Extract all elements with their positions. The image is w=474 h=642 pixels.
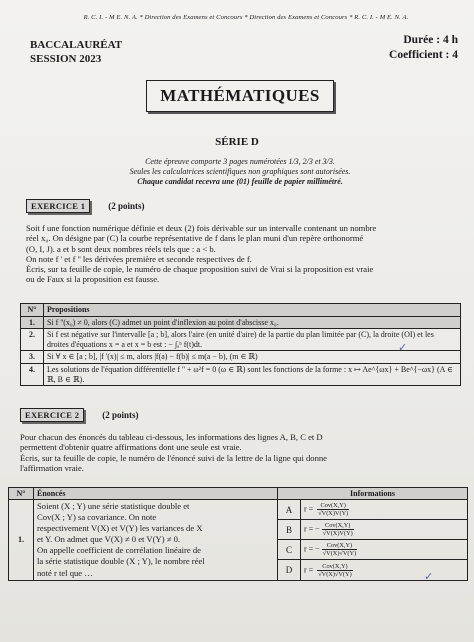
option-letter: B [278, 520, 301, 540]
fraction-numerator: Cov(X,Y) [317, 502, 349, 510]
exercice1-heading [26, 199, 145, 213]
table-row [21, 329, 461, 351]
enonce-line: et Y. On admet que V(X) ≠ 0 et V(Y) ≠ 0. [37, 534, 181, 545]
col-header-enonces: Énoncés [34, 488, 278, 500]
intro-line: ou de Faux si la proposition est fausse. [26, 274, 160, 285]
table-row [21, 316, 461, 329]
propositions-table [20, 303, 461, 386]
exam-name: BACCALAURÉAT [30, 39, 123, 51]
formula-fraction [322, 542, 358, 557]
intro-line: Écris, sur ta feuille de copie, le numéro de l'énoncé suivi de la lettre de la ligne qui donne [20, 452, 327, 463]
enonce-line: Cov(X ; Y) sa covariance. On note [37, 512, 157, 523]
col-header-num: N° [21, 304, 44, 317]
fraction-denominator: √V(X)V(Y) [322, 530, 353, 538]
col-header-propositions: Propositions [44, 304, 461, 317]
exercice1-label: EXERCICE 1 [26, 199, 90, 213]
ministry-header: R. C. I. - M E. N. A. * Direction des Examens et Concours * Direction des Examens et Concours * R. C. I. - M E. N. A. [83, 14, 409, 21]
enonce-line: On appelle coefficient de corrélation linéaire de [37, 545, 201, 556]
exam-meta [389, 33, 458, 63]
row-number: 2. [21, 329, 44, 351]
option-formula [301, 540, 468, 560]
option-formula [301, 520, 468, 540]
duration-label: Durée : 4 h [403, 34, 458, 46]
table-header-row [9, 488, 468, 500]
enonce-line: Soient (X ; Y) une série statistique double et [37, 501, 190, 511]
coefficient-label: Coefficient : 4 [389, 49, 458, 61]
exercice2-heading [20, 408, 139, 422]
option-formula [301, 560, 468, 580]
formula-prefix: r = [304, 564, 316, 574]
instruction-calculators: Seules les calculatrices scientifiques non graphiques sont autorisées. [129, 167, 351, 176]
row-number: 1. [21, 316, 44, 329]
formula-fraction [322, 522, 354, 537]
intro-line: permettent d'obtenir quatre affirmations dont une seule est vraie. [20, 442, 242, 453]
intro-line: (O, I, J). a et b sont deux nombres réels tels que : a < b. [26, 243, 216, 254]
proposition-text: Les solutions de l'équation différentielle f '' + ω²f = 0 (ω ∈ ℝ) sont les fonctions de la forme : x ↦ Ae^{ωx} + Be^{−ωx} (A ∈ ℝ, B ∈ ℝ). [44, 363, 461, 385]
fraction-denominator: √V(X)√V(Y) [318, 570, 352, 578]
option-letter: C [278, 540, 301, 560]
table-row [21, 351, 461, 364]
row-number: 3. [21, 351, 44, 364]
table-row [21, 363, 461, 385]
intro-line: réel x₀. On désigne par (C) la courbe représentative de f dans le plan muni d'un repère orthonormé [26, 233, 364, 244]
table-header-row [21, 304, 461, 317]
pen-check-mark: ✓ [424, 570, 434, 583]
pen-check-mark: ✓ [398, 341, 408, 354]
session-label: SESSION 2023 [30, 53, 102, 65]
option-formula [301, 500, 468, 520]
exam-info [30, 38, 122, 66]
intro-line: Pour chacun des énoncés du tableau ci-dessous, les informations des lignes A, B, C et D [20, 432, 323, 442]
instruction-pages: Cette épreuve comporte 3 pages numérotées 1/3, 2/3 et 3/3. [145, 157, 335, 166]
fraction-numerator: Cov(X,Y) [317, 563, 353, 571]
col-header-num: N° [9, 488, 34, 500]
exercice2-points: (2 points) [102, 410, 139, 420]
serie-label: SÉRIE D [215, 136, 259, 148]
intro-line: Soit f une fonction numérique définie et deux (2) fois dérivable sur un intervalle contenant un nombre [26, 223, 377, 233]
row-number: 1. [9, 500, 34, 581]
row-number: 4. [21, 363, 44, 385]
intro-line: On note f ' et f '' les dérivées première et seconde respectives de f. [26, 253, 252, 264]
statements-table [8, 487, 468, 581]
formula-fraction [317, 502, 349, 517]
instruction-paper: Chaque candidat recevra une (01) feuille de papier millimétré. [137, 177, 343, 186]
fraction-numerator: Cov(X,Y) [322, 542, 358, 550]
enonce-text [34, 500, 278, 581]
option-letter: A [278, 500, 301, 520]
instructions [60, 157, 420, 187]
proposition-text: Si f ''(x₀) ≠ 0, alors (C) admet un point d'inflexion au point d'abscisse x₀. [44, 316, 461, 329]
fraction-denominator: √V(X)√V(Y) [322, 550, 357, 558]
formula-fraction [317, 563, 353, 578]
exercice2-label: EXERCICE 2 [20, 408, 84, 422]
enonce-line: noté r tel que … [37, 567, 93, 578]
fraction-numerator: Cov(X,Y) [322, 522, 354, 530]
formula-prefix: r = − [304, 544, 320, 554]
col-header-informations: Informations [278, 488, 468, 500]
fraction-denominator: √V(X)V(Y) [318, 510, 349, 518]
enonce-line: la série statistique double (X ; Y), le nombre réel [37, 556, 205, 567]
proposition-text: Si f est négative sur l'intervalle [a ; b], alors l'aire (en unité d'aire) de la partie du plan limitée par (C), la droite (OI) et les droites d'équations x = a et x = b est : − ∫ₐᵇ f(t)dt. [44, 329, 461, 351]
exercice1-intro [26, 223, 466, 285]
intro-line: Écris, sur ta feuille de copie, le numéro de chaque proposition suivi de Vrai si la proposition est vraie [26, 264, 374, 275]
exercice1-points: (2 points) [108, 201, 145, 211]
proposition-text: Si ∀ x ∈ [a ; b], |f '(x)| ≤ m, alors |f(a) − f(b)| ≤ m(a − b), (m ∈ ℝ) [44, 351, 461, 364]
enonce-line: respectivement V(X) et V(Y) les variances de X [37, 523, 203, 534]
formula-prefix: r = − [304, 524, 320, 534]
exercice2-intro [20, 432, 460, 473]
subject-title: MATHÉMATIQUES [146, 80, 334, 112]
option-letter: D [278, 560, 301, 580]
table-row [9, 500, 468, 520]
formula-prefix: r = [304, 504, 316, 514]
intro-line: l'affirmation vraie. [20, 462, 84, 473]
